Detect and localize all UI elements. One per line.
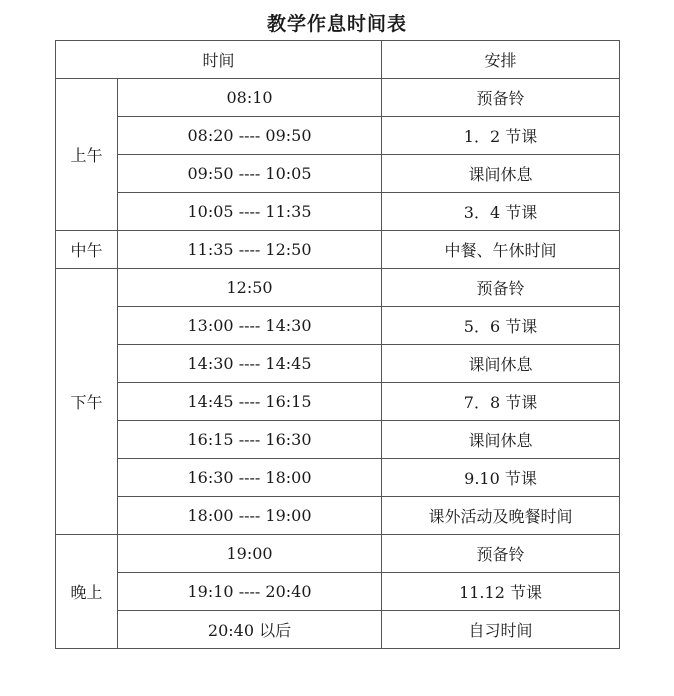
- table-row: [56, 307, 620, 345]
- plan-cell: 课间休息: [382, 155, 620, 193]
- plan-cell: 1．2 节课: [382, 117, 620, 155]
- table-row: [56, 421, 620, 459]
- time-cell: 16:30 ---- 18:00: [118, 459, 382, 497]
- period-cell: 下午: [56, 269, 118, 535]
- table-row: [56, 231, 620, 269]
- time-cell: 10:05 ---- 11:35: [118, 193, 382, 231]
- plan-cell: 课外活动及晚餐时间: [382, 497, 620, 535]
- plan-cell: 7．8 节课: [382, 383, 620, 421]
- table-row: [56, 573, 620, 611]
- plan-cell: 预备铃: [382, 269, 620, 307]
- page-title: 教学作息时间表: [266, 13, 407, 35]
- plan-cell: 预备铃: [382, 79, 620, 117]
- table-row: [56, 459, 620, 497]
- time-column-header: 时间: [56, 41, 382, 79]
- plan-cell: 自习时间: [382, 611, 620, 649]
- time-cell: 08:20 ---- 09:50: [118, 117, 382, 155]
- time-cell: 12:50: [118, 269, 382, 307]
- plan-cell: 中餐、午休时间: [382, 231, 620, 269]
- time-cell: 19:10 ---- 20:40: [118, 573, 382, 611]
- time-cell: 16:15 ---- 16:30: [118, 421, 382, 459]
- plan-cell: 11.12 节课: [382, 573, 620, 611]
- period-cell: 上午: [56, 79, 118, 231]
- table-row: [56, 345, 620, 383]
- plan-cell: 9.10 节课: [382, 459, 620, 497]
- table-row: [56, 117, 620, 155]
- time-cell: 09:50 ---- 10:05: [118, 155, 382, 193]
- schedule-table: [55, 40, 620, 649]
- table-row: [56, 535, 620, 573]
- period-cell: 中午: [56, 231, 118, 269]
- plan-cell: 5．6 节课: [382, 307, 620, 345]
- time-cell: 08:10: [118, 79, 382, 117]
- time-cell: 19:00: [118, 535, 382, 573]
- time-cell: 14:30 ---- 14:45: [118, 345, 382, 383]
- plan-cell: 课间休息: [382, 421, 620, 459]
- time-cell: 20:40 以后: [118, 611, 382, 649]
- plan-cell: 课间休息: [382, 345, 620, 383]
- table-row: [56, 383, 620, 421]
- table-row: [56, 611, 620, 649]
- schedule-body: [56, 79, 620, 649]
- table-row: [56, 79, 620, 117]
- period-cell: 晚上: [56, 535, 118, 649]
- table-row: [56, 497, 620, 535]
- time-cell: 18:00 ---- 19:00: [118, 497, 382, 535]
- table-row: [56, 269, 620, 307]
- plan-cell: 3．4 节课: [382, 193, 620, 231]
- time-cell: 14:45 ---- 16:15: [118, 383, 382, 421]
- header-row: [56, 41, 620, 79]
- table-row: [56, 155, 620, 193]
- time-cell: 13:00 ---- 14:30: [118, 307, 382, 345]
- plan-cell: 预备铃: [382, 535, 620, 573]
- plan-column-header: 安排: [382, 41, 620, 79]
- table-row: [56, 193, 620, 231]
- time-cell: 11:35 ---- 12:50: [118, 231, 382, 269]
